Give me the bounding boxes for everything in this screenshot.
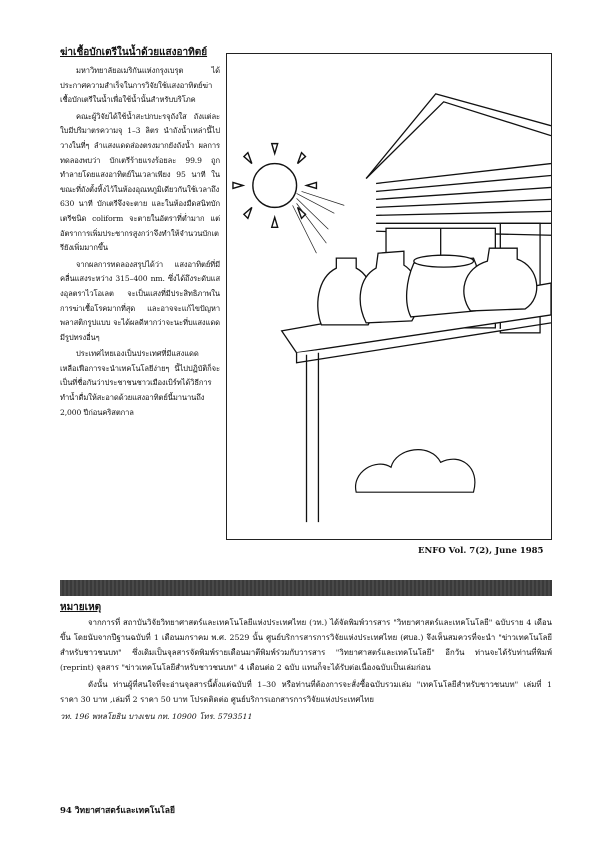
notes-paragraph-1: จากการที่ สถาบันวิจัยวิทยาศาสตร์และเทคโนโลยีแห่งประเทศไทย (วท.) ได้จัดพิมพ์วารสาร "วิทยาศาสตร์และเทคโนโลยี" ฉบับราย 4 เดือนขึ้น โดยนับจากปีฐานฉบับที่ 1 เดือนมกราคม พ.ศ. 2529 นั้น ศูนย์บริการสารการวิจัยแห่งประเทศไทย (ศบอ.) จึงเห็นสมควรที่จะนำ "ข่าวเทคโนโลยีสำหรับชาวชนบท" ซึ่งเดิมเป็นจุลสารจัดพิมพ์รายเดือนมาตีพิมพ์ร่วมกับวารสาร "วิทยาศาสตร์และเทคโนโลยี" อีกวัน ท่านจะได้รับท่านที่พิมพ์ (reprint) จุลสาร "ข่าวเทคโนโลยีสำหรับชาวชนบท" 4 เดือนต่อ 2 ฉบับ แทนก็จะได้รับต่อเนื่องฉบับเป็นเล่มก่อน [60, 618, 552, 672]
notes-title: หมายเหตุ [60, 602, 102, 613]
article-paragraph-1: มหาวิทยาลัยอเมริกันแห่งกรุงเบรุต ได้ประกาศความสำเร็จในการวิจัยใช้แสงอาทิตย์ฆ่าเชื้อบักเตรีในน้ำเพื่อใช้น้ำนั้นสำหรับบริโภค [60, 66, 220, 105]
article-paragraph-4: ประเทศไทยเองเป็นประเทศที่มีแสงแดดเหลือเฟือการจะนำเทคโนโลยีง่ายๆ นี้ไปปฏิบัติก็จะเป็นที่ชื่อกันว่าประชาชนชาวเมืองเบิร์ทได้วิธีการทำน้ำดื่มให้สะอาดด้วยแสงอาทิตย์นี้มานานถึง 2,000 ปีก่อนคริสตกาล [60, 349, 220, 417]
notes-section [60, 615, 552, 726]
notes-paragraph-2: ดังนั้น ท่านผู้ที่สนใจที่จะอ่านจุลสารนี้ตั้งแต่ฉบับที่ 1–30 หรือท่านที่ต้องการจะสั่งซื้อฉบับรวมเล่ม "เทคโนโลยีสำหรับชาวชนบท" เล่มที่ 1 ราคา 30 บาท ,เล่มที่ 2 ราคา 50 บาท โปรดติดต่อ ศูนย์บริการเอกสารการวิจัยแห่งประเทศไทย [60, 680, 552, 704]
illustration-frame [226, 53, 552, 540]
article-paragraph-3: จากผลการทดลองสรุปได้ว่า แสงอาทิตย์ที่มีคลื่นแสงระหว่าง 315–400 nm. ซึ่งได้ถึงระดับแสงอุลตราไวโอเลต จะเป็นแสงที่มีประสิทธิภาพในการฆ่าเชื้อโรคมากที่สุด และอาจจะแก้ไขปัญหาพลาสติกรูปแบบ จะได้ผลดีหากว่าจะนะที่บแสงแดดมีรูปทรงอื่นๆ [60, 259, 220, 342]
page-footer: 94 วิทยาศาสตร์และเทคโนโลยี [60, 806, 175, 816]
sun-jars-shelf-icon [227, 54, 551, 539]
article-title: ฆ่าเชื้อบักเตรีในน้ำด้วยแสงอาทิตย์ [60, 47, 208, 58]
notes-address: วท. 196 พหลโยธิน บางเขน กท. 10900 โทร. 5793511 [60, 712, 253, 721]
source-caption: ENFO Vol. 7(2), June 1985 [418, 546, 544, 556]
article-paragraph-2: คณะผู้วิจัยได้ใช้น้ำสะปกบะรจุถังใส ถังแต่ละใบมีปริมาตรความจุ 1–3 ลิตร นำถังน้ำเหล่านี้ไปวางในที่ๆ ลำแสงแดดส่องตรงมากยังถังน้ำ ผลการทดลองพบว่า บักเตรีร้ายแรงร้อยละ 99.9 ถูกทำลายโดยแสงอาทิตย์ในเวลาเพียง 95 นาที ในขณะที่ถังตั้งทิ้งไว้ในห้องอุณหภูมิเดียวกันใช้เวลาถึง 630 นาที บักเตรีจึงจะตาย และในห้องมืดสนิทบักเตรีชนิด coliform จะตายในอัตราที่ต่ำมาก แต่อัตราการเพิ่มประชากรสูงกว่าจึงทำให้จำนวนบักเตรียังเพิ่มมากขึ้น [60, 111, 220, 253]
divider-band-texture [60, 580, 552, 596]
article-column [60, 45, 220, 422]
